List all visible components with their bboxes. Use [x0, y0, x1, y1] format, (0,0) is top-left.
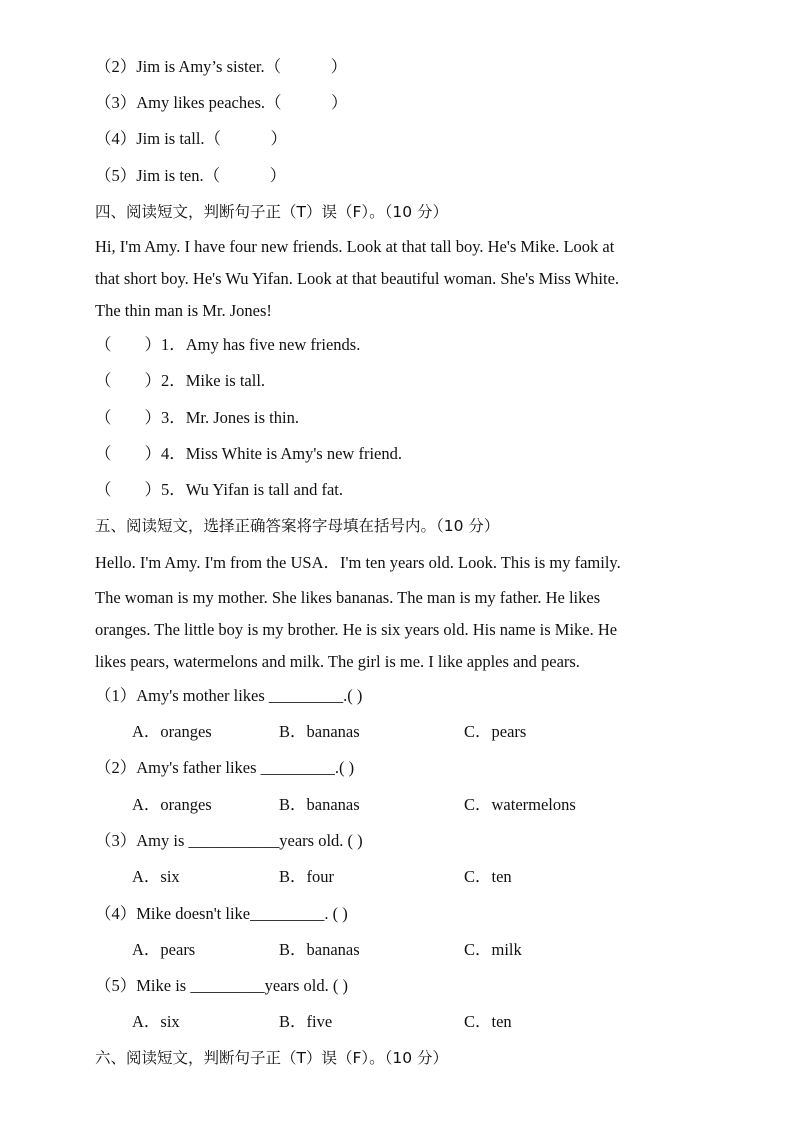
s3-item-3: （3）Amy likes peaches.（ ） — [95, 93, 348, 112]
s5-q4-option-b: B．bananas — [279, 940, 360, 959]
s5-q5-option-b: B．five — [279, 1012, 333, 1031]
s4-item-3: （ ）3．Mr. Jones is thin. — [95, 408, 299, 427]
s5-q3-option-a: A．six — [132, 867, 180, 886]
s5-q2-option-c: C．watermelons — [464, 795, 576, 814]
s5-q2-option-a: A．oranges — [132, 795, 212, 814]
s5-q1-option-b: B．bananas — [279, 722, 360, 741]
s5-q1-option-a: A．oranges — [132, 722, 212, 741]
s5-q3-option-b: B．four — [279, 867, 334, 886]
s4-item-1: （ ）1．Amy has five new friends. — [95, 335, 361, 354]
s5-question-5: （5）Mike is _________years old. ( ) — [95, 976, 348, 995]
s5-passage-line-1: Hello. I'm Amy. I'm from the USA．I'm ten years old. Look. This is my family. — [95, 553, 621, 572]
s5-q2-option-b: B．bananas — [279, 795, 360, 814]
section6-heading: 六、阅读短文，判断句子正（T）误（F）。（10 分） — [95, 1049, 449, 1067]
s5-question-4: （4）Mike doesn't like_________. ( ) — [95, 904, 348, 923]
s4-item-5: （ ）5．Wu Yifan is tall and fat. — [95, 480, 344, 499]
s5-q1-option-c: C．pears — [464, 722, 527, 741]
s5-q4-option-a: A．pears — [132, 940, 196, 959]
s5-question-1: （1）Amy's mother likes _________.( ) — [95, 686, 363, 705]
s4-passage-line-3: The thin man is Mr. Jones! — [95, 301, 272, 320]
s5-q5-option-c: C．ten — [464, 1012, 512, 1031]
s5-q5-option-a: A．six — [132, 1012, 180, 1031]
s3-item-4: （4）Jim is tall.（ ） — [95, 129, 288, 148]
s5-q4-option-c: C．milk — [464, 940, 522, 959]
section5-heading: 五、阅读短文，选择正确答案将字母填在括号内。（10 分） — [95, 517, 500, 535]
s5-passage-line-3: oranges. The little boy is my brother. He is six years old. His name is Mike. He — [95, 620, 618, 639]
s4-item-2: （ ）2．Mike is tall. — [95, 371, 266, 390]
s4-passage-line-2: that short boy. He's Wu Yifan. Look at that beautiful woman. She's Miss White. — [95, 269, 620, 288]
s3-item-2: （2）Jim is Amy’s sister.（ ） — [95, 57, 348, 76]
s5-question-3: （3）Amy is ___________years old. ( ) — [95, 831, 363, 850]
s4-passage-line-1: Hi, I'm Amy. I have four new friends. Look at that tall boy. He's Mike. Look at — [95, 237, 615, 256]
s5-passage-line-2: The woman is my mother. She likes bananas. The man is my father. He likes — [95, 588, 601, 607]
section4-heading: 四、阅读短文，判断句子正（T）误（F）。（10 分） — [95, 203, 449, 221]
s3-item-5: （5）Jim is ten.（ ） — [95, 166, 287, 185]
s5-question-2: （2）Amy's father likes _________.( ) — [95, 758, 355, 777]
s5-passage-line-4: likes pears, watermelons and milk. The girl is me. I like apples and pears. — [95, 652, 580, 671]
s4-item-4: （ ）4．Miss White is Amy's new friend. — [95, 444, 402, 463]
s5-q3-option-c: C．ten — [464, 867, 512, 886]
